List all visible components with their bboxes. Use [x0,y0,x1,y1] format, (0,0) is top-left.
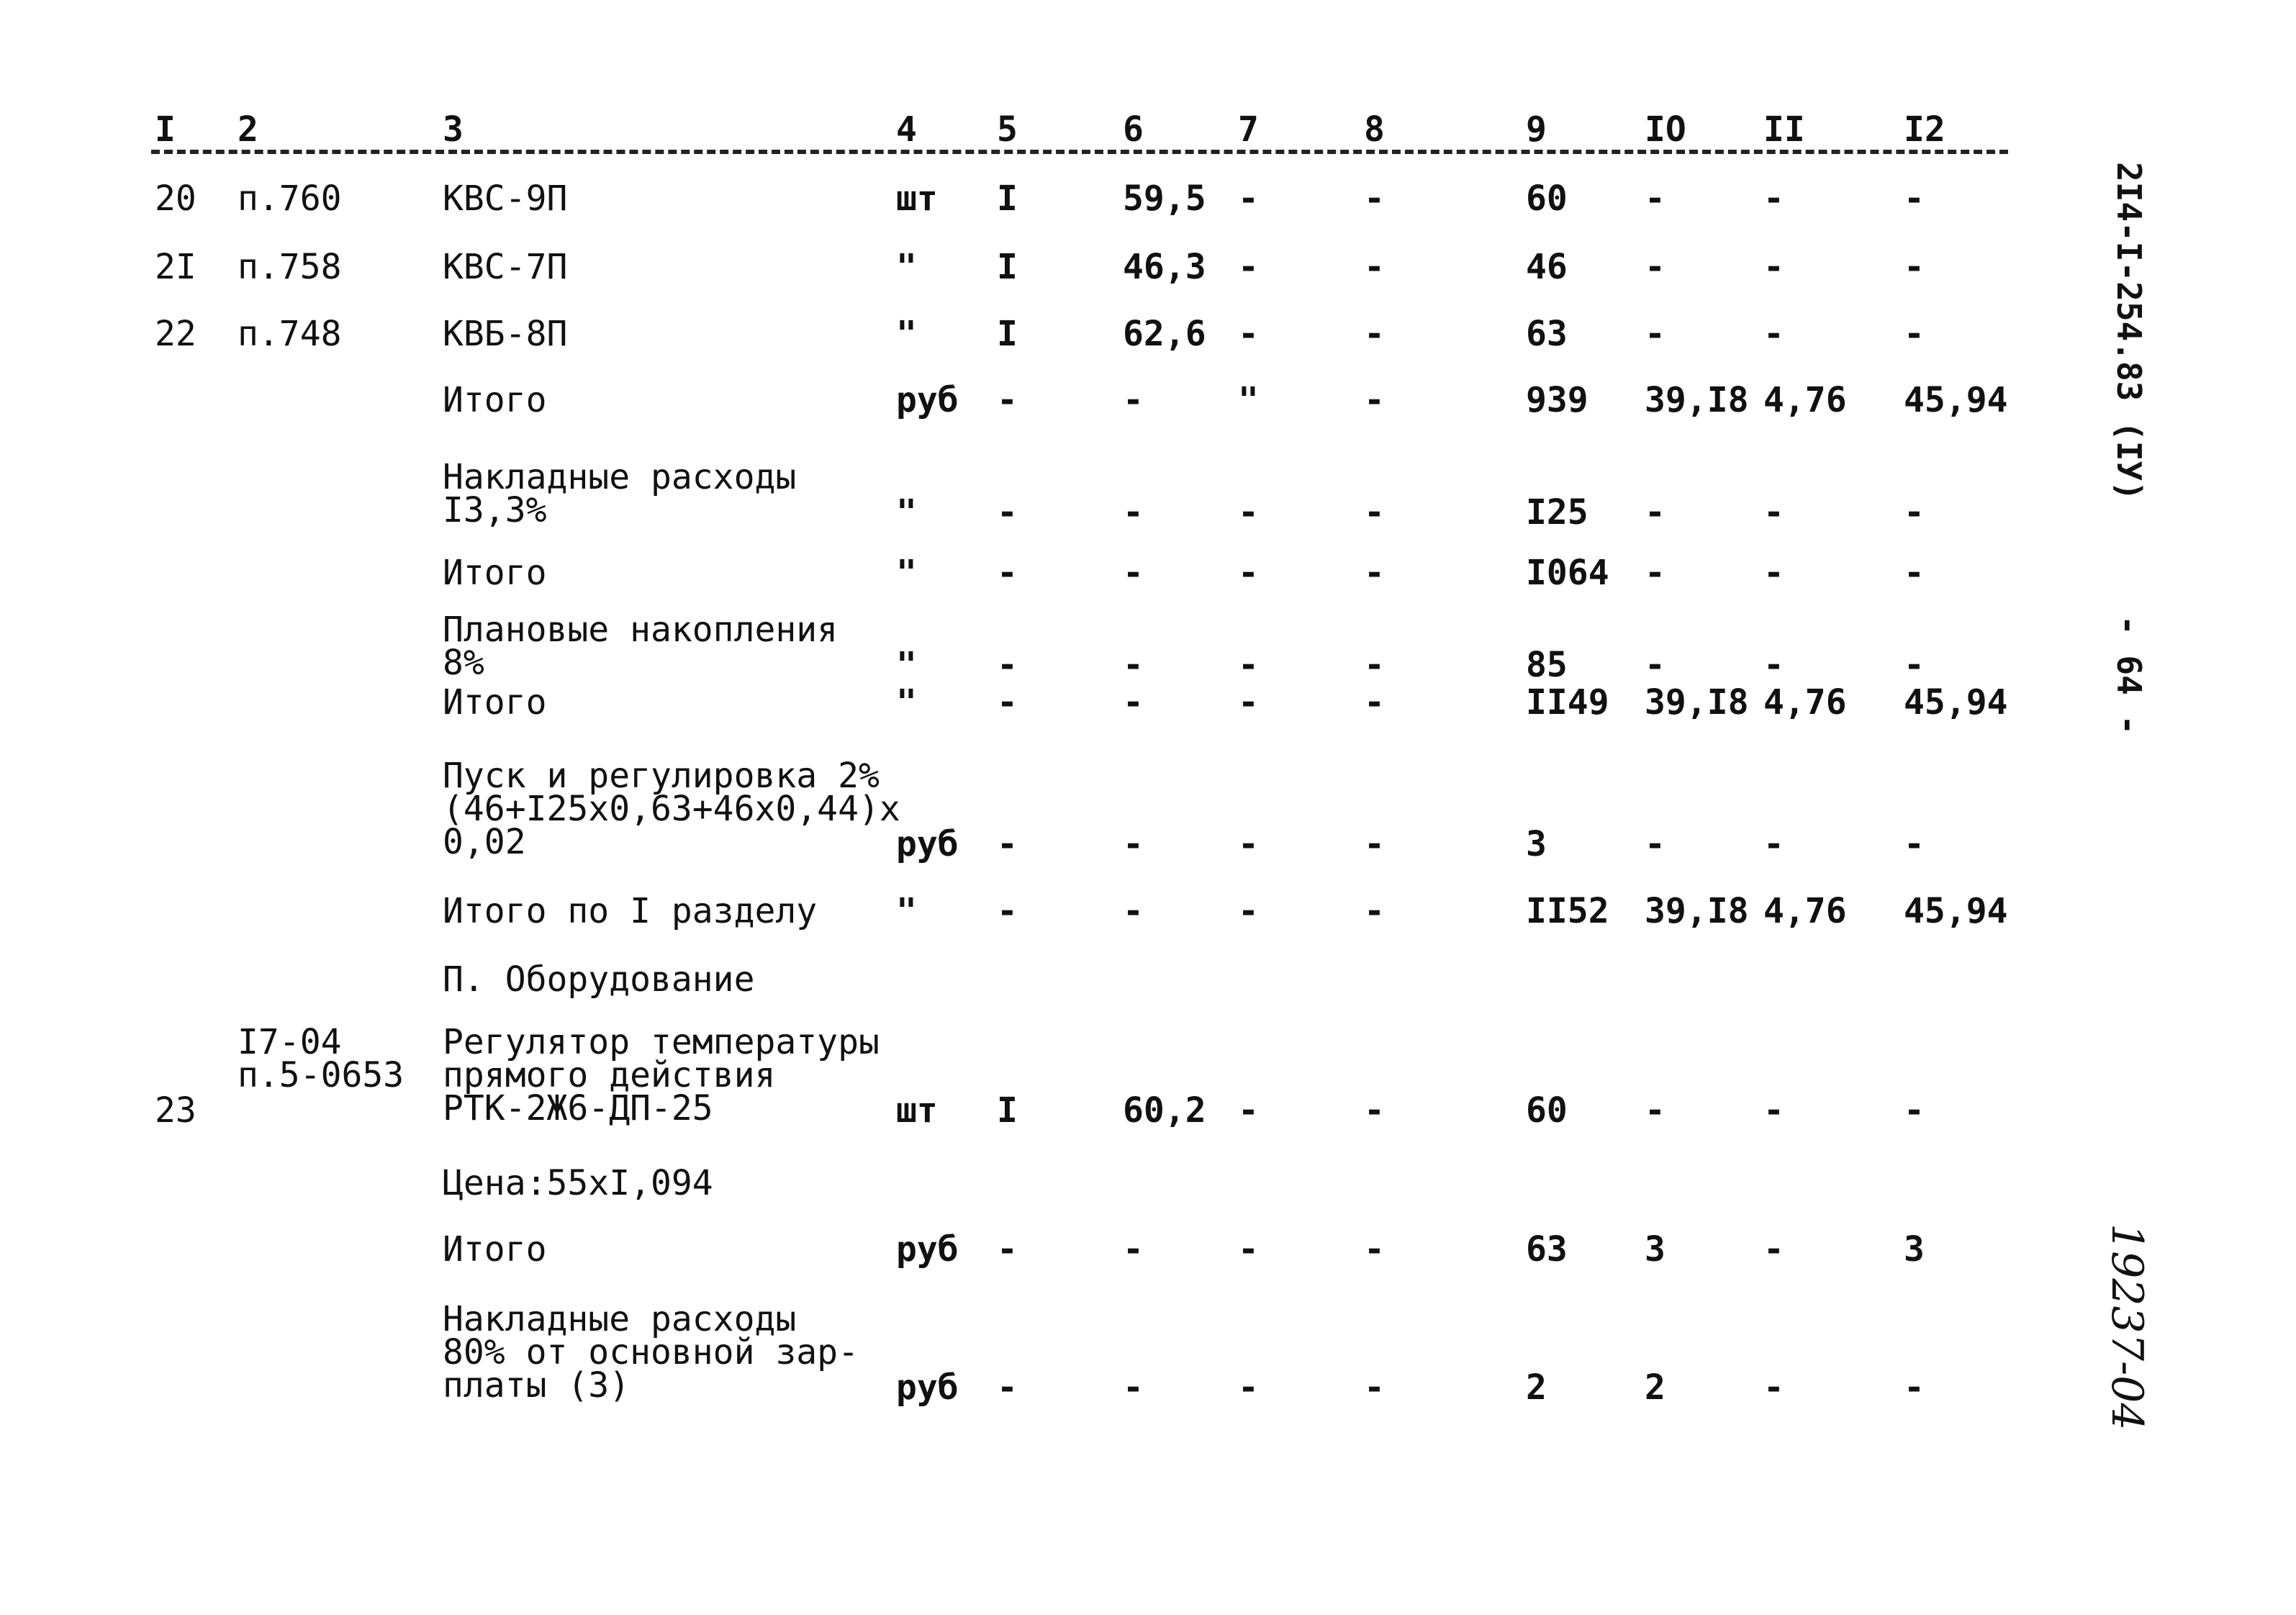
cell-col-4: " [896,891,917,931]
cell-col-11: - [1763,1367,1784,1408]
cell-col-6: - [1123,682,1144,723]
cell-col-6: - [1123,553,1144,593]
cell-col-5: I [997,1090,1018,1131]
cell-col-8: - [1364,1229,1385,1270]
cell-col-11: - [1763,824,1784,864]
cell-col-11: 4,76 [1763,891,1847,931]
cell-col-2: п.760 [238,178,342,219]
cell-col-7: - [1238,492,1259,533]
cell-col-12: 45,94 [1904,682,2008,723]
cell-col-3: Накладные расходы I3,3% [443,457,797,530]
cell-col-5: I [997,314,1018,354]
cell-col-5: - [997,1229,1018,1270]
page-number: - 64 - [2110,615,2148,736]
cell-col-4: " [896,492,917,533]
cell-col-3: Накладные расходы 80% от основной зар- платы (3) [443,1299,859,1406]
cell-col-7: - [1238,891,1259,931]
cell-col-5: - [997,553,1018,593]
cell-col-10: - [1645,492,1665,533]
cell-col-8: - [1364,178,1385,219]
document-code: 2I4-I-254.83 (IУ) [2110,162,2148,501]
column-header-5: 5 [997,109,1018,150]
cell-col-8: - [1364,314,1385,354]
cell-col-9: I064 [1526,553,1609,593]
column-header-6: 6 [1123,109,1144,150]
cell-col-6: 46,3 [1123,247,1206,287]
cell-col-10: 39,I8 [1645,891,1749,931]
cell-col-8: - [1364,553,1385,593]
column-header-9: 9 [1526,109,1547,150]
cell-col-6: - [1123,824,1144,864]
cell-col-6: - [1123,891,1144,931]
cell-col-12: - [1904,492,1925,533]
cell-col-10: - [1645,553,1665,593]
cell-col-12: - [1904,1090,1925,1131]
cell-col-8: - [1364,682,1385,723]
column-header-1: I [155,109,176,150]
cell-col-2: п.758 [238,247,342,287]
cell-col-9: 60 [1526,1090,1568,1131]
cell-col-10: - [1645,178,1665,219]
cell-col-6: 59,5 [1123,178,1206,219]
cell-col-11: - [1763,247,1784,287]
cell-col-9: II52 [1526,891,1609,931]
cell-col-3: Цена:55xI,094 [443,1163,713,1203]
cell-col-9: 85 [1526,645,1568,685]
cell-col-1: 22 [155,314,196,354]
cell-col-12: 3 [1904,1229,1925,1270]
cell-col-10: 39,I8 [1645,682,1749,723]
column-header-7: 7 [1238,109,1259,150]
cell-col-12: - [1904,1367,1925,1408]
cell-col-10: - [1645,247,1665,287]
cell-col-11: - [1763,314,1784,354]
cell-col-9: II49 [1526,682,1609,723]
cell-col-8: - [1364,645,1385,685]
header-divider [151,150,2008,154]
cell-col-4: руб [896,380,959,420]
cell-col-8: - [1364,1367,1385,1408]
cell-col-9: 63 [1526,314,1568,354]
cell-col-6: 60,2 [1123,1090,1206,1131]
cell-col-7: - [1238,178,1259,219]
cell-col-2: п.748 [238,314,342,354]
cell-col-11: - [1763,492,1784,533]
cell-col-1: 2I [155,247,196,287]
cell-col-5: - [997,824,1018,864]
cell-col-6: 62,6 [1123,314,1206,354]
cell-col-9: 63 [1526,1229,1568,1270]
cell-col-11: 4,76 [1763,682,1847,723]
cell-col-4: руб [896,1229,959,1270]
cell-col-3: Итого [443,682,547,723]
cell-col-4: шт [896,178,938,219]
cell-col-8: - [1364,891,1385,931]
cell-col-6: - [1123,1229,1144,1270]
cell-col-3: Регулятор температуры прямого действия РТК-2Ж6-ДП-25 [443,1022,880,1128]
cell-col-11: - [1763,553,1784,593]
cell-col-7: - [1238,314,1259,354]
column-header-2: 2 [238,109,258,150]
cell-col-10: 2 [1645,1367,1665,1408]
cell-col-12: - [1904,178,1925,219]
cell-col-3: КВБ-8П [443,314,568,354]
cell-col-11: - [1763,178,1784,219]
cell-col-9: 60 [1526,178,1568,219]
cell-col-7: - [1238,247,1259,287]
cell-col-9: 939 [1526,380,1588,420]
column-header-12: I2 [1904,109,1945,150]
cell-col-5: - [997,682,1018,723]
cell-col-12: - [1904,645,1925,685]
cell-col-1: 23 [155,1090,196,1131]
column-header-3: 3 [443,109,464,150]
cell-col-4: " [896,314,917,354]
cell-col-5: - [997,645,1018,685]
cell-col-7: - [1238,1090,1259,1131]
cell-col-12: - [1904,824,1925,864]
cell-col-3: Плановые накопления 8% [443,610,839,683]
handwritten-note: 19237-04 [2102,1223,2152,1431]
cell-col-6: - [1123,380,1144,420]
cell-col-3: Итого [443,1229,547,1270]
cell-col-7: - [1238,824,1259,864]
cell-col-10: - [1645,645,1665,685]
cell-col-2: I7-04 п.5-0653 [238,1022,404,1095]
cell-col-7: - [1238,1367,1259,1408]
cell-col-5: - [997,891,1018,931]
cell-col-3: КВС-7П [443,247,568,287]
cell-col-12: - [1904,553,1925,593]
cell-col-1: 20 [155,178,196,219]
cell-col-3: Итого по I разделу [443,891,818,931]
column-header-10: IO [1645,109,1686,150]
cell-col-3: Итого [443,380,547,420]
cell-col-9: 3 [1526,824,1547,864]
cell-col-4: руб [896,1367,959,1408]
cell-col-8: - [1364,247,1385,287]
cell-col-6: - [1123,645,1144,685]
cell-col-10: - [1645,314,1665,354]
cell-col-7: - [1238,1229,1259,1270]
cell-col-3: П. Оборудование [443,959,755,1000]
cell-col-4: руб [896,824,959,864]
cell-col-5: I [997,178,1018,219]
cell-col-8: - [1364,380,1385,420]
cell-col-10: - [1645,1090,1665,1131]
cell-col-8: - [1364,492,1385,533]
cell-col-7: - [1238,645,1259,685]
cell-col-12: 45,94 [1904,380,2008,420]
cell-col-12: 45,94 [1904,891,2008,931]
cell-col-7: " [1238,380,1259,420]
cell-col-8: - [1364,824,1385,864]
cell-col-9: 46 [1526,247,1568,287]
cell-col-11: - [1763,1229,1784,1270]
cell-col-8: - [1364,1090,1385,1131]
cell-col-4: " [896,247,917,287]
column-header-8: 8 [1364,109,1385,150]
cell-col-11: - [1763,645,1784,685]
cell-col-12: - [1904,247,1925,287]
cell-col-10: 39,I8 [1645,380,1749,420]
cell-col-5: - [997,1367,1018,1408]
column-header-4: 4 [896,109,917,150]
cell-col-10: - [1645,824,1665,864]
cell-col-6: - [1123,1367,1144,1408]
cell-col-5: - [997,492,1018,533]
cell-col-7: - [1238,553,1259,593]
cell-col-5: I [997,247,1018,287]
cell-col-5: - [997,380,1018,420]
cell-col-4: " [896,553,917,593]
column-header-11: II [1763,109,1805,150]
cell-col-12: - [1904,314,1925,354]
cell-col-4: " [896,645,917,685]
cell-col-9: 2 [1526,1367,1547,1408]
cell-col-6: - [1123,492,1144,533]
cell-col-3: Пуск и регулировка 2% (46+I25x0,63+46x0,44)x 0,02 [443,756,900,862]
cell-col-10: 3 [1645,1229,1665,1270]
cell-col-9: I25 [1526,492,1588,533]
cell-col-3: Итого [443,553,547,593]
cell-col-11: - [1763,1090,1784,1131]
cell-col-4: шт [896,1090,938,1131]
cell-col-3: КВС-9П [443,178,568,219]
cell-col-4: " [896,682,917,723]
cell-col-7: - [1238,682,1259,723]
cell-col-11: 4,76 [1763,380,1847,420]
